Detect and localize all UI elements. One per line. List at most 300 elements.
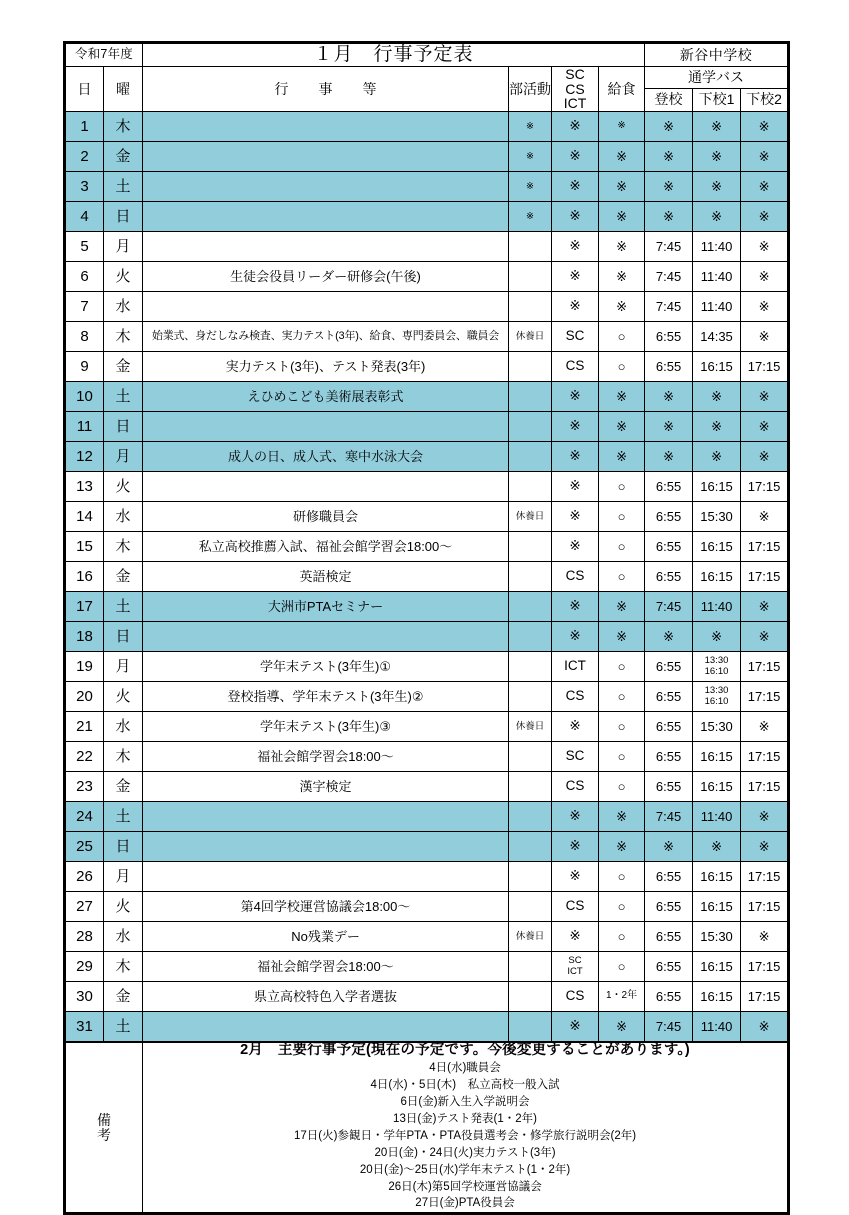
cell-bus-home1: 15:30 (693, 922, 741, 952)
monthly-schedule-table (63, 41, 790, 1215)
table-row (65, 352, 789, 382)
cell-bus-home2: ※ (741, 502, 789, 532)
col-header-sc-cs-ict (552, 67, 599, 112)
table-row (65, 652, 789, 682)
cell-kyushoku: ○ (599, 772, 645, 802)
cell-dow: 月 (104, 652, 143, 682)
cell-dow: 金 (104, 352, 143, 382)
cell-bus-home1-line: 16:10 (704, 665, 729, 677)
cell-bus-to: 6:55 (645, 502, 693, 532)
cell-sc-cs-ict: ※ (552, 592, 599, 622)
cell-bukatsu: 休養日 (509, 922, 552, 952)
table-row (65, 292, 789, 322)
cell-bukatsu (509, 772, 552, 802)
cell-bus-to: ※ (645, 142, 693, 172)
table-row (65, 892, 789, 922)
table-row (65, 1012, 789, 1043)
cell-bukatsu (509, 412, 552, 442)
cell-bus-home2: ※ (741, 202, 789, 232)
cell-bus-to: 7:45 (645, 802, 693, 832)
cell-bus-home2: ※ (741, 382, 789, 412)
table-row (65, 502, 789, 532)
cell-day: 4 (65, 202, 104, 232)
cell-bus-home2: ※ (741, 262, 789, 292)
cell-dow: 水 (104, 292, 143, 322)
cell-kyushoku: ※ (599, 382, 645, 412)
cell-bus-to: 7:45 (645, 292, 693, 322)
cell-event: No残業デー (143, 922, 509, 952)
cell-day: 19 (65, 652, 104, 682)
sc-label: SC (565, 66, 585, 82)
cell-bus-home2: 17:15 (741, 952, 789, 982)
cell-dow: 土 (104, 172, 143, 202)
cell-dow: 金 (104, 772, 143, 802)
header-row-1 (65, 67, 789, 89)
cell-sc-cs-ict: ※ (552, 712, 599, 742)
cell-event: 実力テスト(3年)、テスト発表(3年) (143, 352, 509, 382)
table-row (65, 412, 789, 442)
cs-label: CS (565, 80, 585, 97)
cell-bus-home1: ※ (693, 832, 741, 862)
table-row (65, 982, 789, 1012)
cell-bus-home1: ※ (693, 202, 741, 232)
cell-dow: 月 (104, 862, 143, 892)
cell-bus-home2: ※ (741, 232, 789, 262)
cell-dow: 日 (104, 622, 143, 652)
cell-event (143, 112, 509, 142)
cell-dow: 水 (104, 712, 143, 742)
cell-day: 10 (65, 382, 104, 412)
table-row (65, 952, 789, 982)
col-header-bus-home1: 下校1 (693, 88, 741, 112)
cell-bus-to: 6:55 (645, 472, 693, 502)
cell-event: 福祉会館学習会18:00〜 (143, 742, 509, 772)
cell-kyushoku: ○ (599, 502, 645, 532)
col-header-day: 日 (65, 67, 104, 112)
cell-bus-to: 6:55 (645, 982, 693, 1012)
cell-day: 26 (65, 862, 104, 892)
cell-kyushoku: ○ (599, 892, 645, 922)
cell-sc-cs-ict: ※ (552, 262, 599, 292)
cell-sc-cs-ict: ※ (552, 202, 599, 232)
cell-sc-cs-ict: CS (552, 562, 599, 592)
cell-event: 私立高校推薦入試、福祉会館学習会18:00〜 (143, 532, 509, 562)
cell-kyushoku: ○ (599, 862, 645, 892)
cell-dow: 日 (104, 202, 143, 232)
cell-dow: 金 (104, 562, 143, 592)
cell-kyushoku: ○ (599, 322, 645, 352)
cell-bukatsu (509, 442, 552, 472)
cell-bus-to: ※ (645, 382, 693, 412)
cell-bukatsu (509, 952, 552, 982)
cell-bus-home1: 11:40 (693, 802, 741, 832)
cell-bus-to: ※ (645, 112, 693, 142)
cell-event (143, 862, 509, 892)
cell-bukatsu: ※ (509, 112, 552, 142)
cell-sc-cs-ict: ※ (552, 382, 599, 412)
cell-sc-cs-ict: CS (552, 892, 599, 922)
cell-day: 5 (65, 232, 104, 262)
cell-bukatsu (509, 1012, 552, 1043)
cell-bukatsu (509, 472, 552, 502)
cell-event: 第4回学校運営協議会18:00〜 (143, 892, 509, 922)
cell-bus-home2: 17:15 (741, 862, 789, 892)
cell-dow: 木 (104, 742, 143, 772)
cell-sc-cs-ict: ※ (552, 622, 599, 652)
cell-bus-to: 6:55 (645, 682, 693, 712)
cell-day: 22 (65, 742, 104, 772)
table-row (65, 322, 789, 352)
cell-bus-home2: ※ (741, 112, 789, 142)
cell-bus-home1 (693, 682, 741, 712)
col-header-bukatsu: 部活動 (509, 67, 552, 112)
cell-kyushoku: ※ (599, 202, 645, 232)
cell-event (143, 142, 509, 172)
cell-dow: 木 (104, 112, 143, 142)
cell-bukatsu (509, 292, 552, 322)
table-body (65, 43, 789, 1214)
remarks-row (65, 1042, 789, 1214)
cell-bukatsu (509, 532, 552, 562)
cell-event (143, 172, 509, 202)
cell-sc-cs-ict-line: SC (568, 954, 582, 966)
remarks-label-line1: 備 (97, 1111, 111, 1128)
cell-day: 14 (65, 502, 104, 532)
cell-day: 1 (65, 112, 104, 142)
cell-kyushoku: ※ (599, 142, 645, 172)
cell-bukatsu: ※ (509, 172, 552, 202)
cell-bus-home2: ※ (741, 832, 789, 862)
cell-bukatsu: 休養日 (509, 712, 552, 742)
cell-bukatsu (509, 862, 552, 892)
cell-bus-home1: 11:40 (693, 232, 741, 262)
cell-bus-home2: 17:15 (741, 652, 789, 682)
cell-dow: 火 (104, 892, 143, 922)
cell-kyushoku: ※ (599, 622, 645, 652)
cell-kyushoku: ※ (599, 1012, 645, 1043)
cell-dow: 金 (104, 142, 143, 172)
cell-bukatsu (509, 262, 552, 292)
cell-bukatsu (509, 682, 552, 712)
cell-bus-to: 6:55 (645, 322, 693, 352)
cell-bukatsu (509, 352, 552, 382)
cell-kyushoku: ○ (599, 742, 645, 772)
cell-bus-home1: 11:40 (693, 1012, 741, 1043)
cell-bukatsu (509, 742, 552, 772)
cell-bus-home1: 14:35 (693, 322, 741, 352)
cell-event: 県立高校特色入学者選抜 (143, 982, 509, 1012)
table-row (65, 742, 789, 772)
cell-sc-cs-ict: ※ (552, 172, 599, 202)
cell-dow: 日 (104, 412, 143, 442)
cell-kyushoku: ○ (599, 712, 645, 742)
cell-bukatsu (509, 892, 552, 922)
cell-bus-home1-line: 13:30 (704, 654, 729, 666)
remarks-line-list (143, 1060, 787, 1212)
cell-bukatsu (509, 232, 552, 262)
cell-bus-home2: ※ (741, 322, 789, 352)
cell-bus-to: ※ (645, 442, 693, 472)
cell-sc-cs-ict: SC (552, 322, 599, 352)
cell-day: 3 (65, 172, 104, 202)
cell-kyushoku: ※ (599, 592, 645, 622)
table-row (65, 112, 789, 142)
cell-bus-home2: ※ (741, 712, 789, 742)
cell-bus-home1-line: 13:30 (704, 684, 729, 696)
cell-bus-home2: 17:15 (741, 532, 789, 562)
table-row (65, 442, 789, 472)
cell-dow: 木 (104, 952, 143, 982)
cell-bus-to: 6:55 (645, 742, 693, 772)
cell-bus-to: 7:45 (645, 592, 693, 622)
cell-bus-to: 7:45 (645, 232, 693, 262)
cell-sc-cs-ict: ※ (552, 802, 599, 832)
cell-event: 英語検定 (143, 562, 509, 592)
cell-bus-home1: 16:15 (693, 352, 741, 382)
cell-kyushoku: ※ (599, 112, 645, 142)
school-name: 新谷中学校 (645, 43, 789, 67)
col-header-bus-to: 登校 (645, 88, 693, 112)
cell-sc-cs-ict: ※ (552, 112, 599, 142)
cell-bukatsu (509, 832, 552, 862)
remarks-line: 27日(金)PTA役員会 (415, 1197, 515, 1210)
cell-day: 12 (65, 442, 104, 472)
cell-day: 30 (65, 982, 104, 1012)
cell-bus-home1: ※ (693, 142, 741, 172)
cell-sc-cs-ict: ICT (552, 652, 599, 682)
cell-bus-home1: 16:15 (693, 562, 741, 592)
table-row (65, 922, 789, 952)
remarks-label-line2: 考 (97, 1126, 111, 1143)
cell-bus-to: 6:55 (645, 532, 693, 562)
cell-kyushoku: 1・2年 (599, 982, 645, 1012)
remarks-line: 20日(金)〜25日(水)学年末テスト(1・2年) (359, 1163, 571, 1176)
table-row (65, 562, 789, 592)
remarks-line: 20日(金)・24日(火)実力テスト(3年) (374, 1146, 556, 1159)
cell-day: 28 (65, 922, 104, 952)
cell-dow: 日 (104, 832, 143, 862)
cell-dow: 月 (104, 232, 143, 262)
cell-bus-to: 6:55 (645, 862, 693, 892)
remarks-line: 6日(金)新入生入学説明会 (400, 1096, 530, 1109)
cell-bus-home2: ※ (741, 622, 789, 652)
cell-dow: 火 (104, 262, 143, 292)
cell-dow: 土 (104, 382, 143, 412)
cell-event: 成人の日、成人式、寒中水泳大会 (143, 442, 509, 472)
table-row (65, 772, 789, 802)
remarks-title: 2月 主要行事予定(現在の予定です。今後変更することがあります。) (240, 1042, 690, 1059)
cell-bus-home2: 17:15 (741, 892, 789, 922)
cell-bus-home2: ※ (741, 412, 789, 442)
remarks-line: 4日(水)・5日(木) 私立高校一般入試 (370, 1079, 560, 1092)
cell-day: 21 (65, 712, 104, 742)
cell-bus-to: 7:45 (645, 1012, 693, 1043)
cell-bus-home2: ※ (741, 592, 789, 622)
cell-bus-to: ※ (645, 832, 693, 862)
cell-event: 登校指導、学年末テスト(3年生)② (143, 682, 509, 712)
table-row (65, 262, 789, 292)
table-row (65, 532, 789, 562)
cell-bus-home1-line: 16:10 (704, 695, 729, 707)
cell-bus-to: 6:55 (645, 892, 693, 922)
cell-sc-cs-ict: ※ (552, 502, 599, 532)
cell-event (143, 802, 509, 832)
cell-dow: 水 (104, 502, 143, 532)
cell-dow: 土 (104, 1012, 143, 1043)
cell-bus-to: ※ (645, 412, 693, 442)
cell-bus-home1: 16:15 (693, 952, 741, 982)
cell-bus-home1: 16:15 (693, 742, 741, 772)
cell-day: 29 (65, 952, 104, 982)
cell-kyushoku: ○ (599, 652, 645, 682)
cell-day: 27 (65, 892, 104, 922)
page-title: １月 行事予定表 (143, 43, 645, 67)
cell-bus-home1: ※ (693, 412, 741, 442)
cell-kyushoku: ※ (599, 292, 645, 322)
cell-dow: 金 (104, 982, 143, 1012)
cell-day: 2 (65, 142, 104, 172)
cell-sc-cs-ict: ※ (552, 1012, 599, 1043)
cell-bus-home1: ※ (693, 172, 741, 202)
cell-kyushoku: ○ (599, 472, 645, 502)
cell-kyushoku: ○ (599, 352, 645, 382)
cell-bus-home2: ※ (741, 442, 789, 472)
cell-sc-cs-ict-line: ICT (567, 965, 583, 977)
cell-bus-to: 6:55 (645, 712, 693, 742)
table-row (65, 202, 789, 232)
cell-bukatsu (509, 622, 552, 652)
cell-sc-cs-ict: ※ (552, 472, 599, 502)
cell-sc-cs-ict: SC (552, 742, 599, 772)
cell-day: 25 (65, 832, 104, 862)
cell-sc-cs-ict: ※ (552, 232, 599, 262)
cell-day: 16 (65, 562, 104, 592)
remarks-line: 17日(火)参観日・学年PTA・PTA役員選考会・修学旅行説明会(2年) (294, 1129, 637, 1142)
cell-bus-home1: 16:15 (693, 532, 741, 562)
col-header-dow: 曜 (104, 67, 143, 112)
cell-sc-cs-ict: ※ (552, 832, 599, 862)
cell-day: 17 (65, 592, 104, 622)
cell-bukatsu: 休養日 (509, 322, 552, 352)
cell-bus-home1 (693, 652, 741, 682)
cell-sc-cs-ict: ※ (552, 442, 599, 472)
col-header-bus-home2: 下校2 (741, 88, 789, 112)
cell-day: 8 (65, 322, 104, 352)
cell-event: 学年末テスト(3年生)① (143, 652, 509, 682)
cell-event (143, 472, 509, 502)
cell-bus-to: ※ (645, 172, 693, 202)
cell-bus-home1: 11:40 (693, 262, 741, 292)
cell-bus-home2: 17:15 (741, 742, 789, 772)
cell-day: 7 (65, 292, 104, 322)
cell-kyushoku: ※ (599, 802, 645, 832)
cell-sc-cs-ict: ※ (552, 412, 599, 442)
cell-sc-cs-ict: ※ (552, 142, 599, 172)
cell-bus-to: 7:45 (645, 262, 693, 292)
cell-bukatsu (509, 562, 552, 592)
cell-bus-to: 6:55 (645, 352, 693, 382)
cell-dow: 火 (104, 472, 143, 502)
era-label: 令和7年度 (65, 43, 143, 67)
cell-kyushoku: ※ (599, 232, 645, 262)
cell-kyushoku: ※ (599, 412, 645, 442)
cell-bukatsu: ※ (509, 142, 552, 172)
cell-bus-home2: 17:15 (741, 472, 789, 502)
cell-bukatsu: ※ (509, 202, 552, 232)
ict-label: ICT (563, 95, 587, 112)
cell-bus-to: ※ (645, 202, 693, 232)
remarks-label (65, 1042, 143, 1214)
cell-kyushoku: ○ (599, 532, 645, 562)
cell-bus-home2: 17:15 (741, 562, 789, 592)
cell-bus-to: ※ (645, 622, 693, 652)
cell-bus-home1: ※ (693, 622, 741, 652)
cell-dow: 月 (104, 442, 143, 472)
cell-dow: 土 (104, 802, 143, 832)
cell-sc-cs-ict: ※ (552, 292, 599, 322)
cell-sc-cs-ict: ※ (552, 532, 599, 562)
cell-bus-to: 6:55 (645, 922, 693, 952)
cell-day: 31 (65, 1012, 104, 1043)
cell-event (143, 622, 509, 652)
cell-bukatsu (509, 382, 552, 412)
cell-event: 始業式、身だしなみ検査、実力テスト(3年)、給食、専門委員会、職員会 (143, 322, 509, 352)
table-row (65, 472, 789, 502)
table-row (65, 622, 789, 652)
cell-bus-home1: 16:15 (693, 772, 741, 802)
cell-day: 9 (65, 352, 104, 382)
cell-sc-cs-ict: CS (552, 772, 599, 802)
table-row (65, 592, 789, 622)
cell-event (143, 832, 509, 862)
cell-kyushoku: ○ (599, 952, 645, 982)
cell-dow: 土 (104, 592, 143, 622)
cell-bus-home2: ※ (741, 172, 789, 202)
cell-event: 漢字検定 (143, 772, 509, 802)
cell-bus-home1: 15:30 (693, 502, 741, 532)
cell-event: 研修職員会 (143, 502, 509, 532)
cell-dow: 水 (104, 922, 143, 952)
cell-sc-cs-ict: CS (552, 682, 599, 712)
cell-event (143, 292, 509, 322)
cell-kyushoku: ※ (599, 442, 645, 472)
cell-bus-home2: 17:15 (741, 982, 789, 1012)
cell-kyushoku: ○ (599, 562, 645, 592)
cell-bukatsu (509, 652, 552, 682)
cell-bus-home2: ※ (741, 292, 789, 322)
cell-event: 生徒会役員リーダー研修会(午後) (143, 262, 509, 292)
cell-bus-home1: ※ (693, 442, 741, 472)
cell-kyushoku: ○ (599, 922, 645, 952)
cell-bus-home2: 17:15 (741, 682, 789, 712)
cell-bus-home1: 11:40 (693, 292, 741, 322)
cell-day: 6 (65, 262, 104, 292)
table-row (65, 172, 789, 202)
cell-bus-to: 6:55 (645, 562, 693, 592)
cell-event (143, 412, 509, 442)
table-row (65, 862, 789, 892)
cell-day: 23 (65, 772, 104, 802)
cell-event: えひめこども美術展表彰式 (143, 382, 509, 412)
cell-event (143, 232, 509, 262)
table-row (65, 232, 789, 262)
table-row (65, 142, 789, 172)
cell-event: 大洲市PTAセミナー (143, 592, 509, 622)
cell-bukatsu (509, 982, 552, 1012)
cell-bus-home1: 16:15 (693, 982, 741, 1012)
col-header-event: 行 事 等 (143, 67, 509, 112)
cell-event (143, 202, 509, 232)
